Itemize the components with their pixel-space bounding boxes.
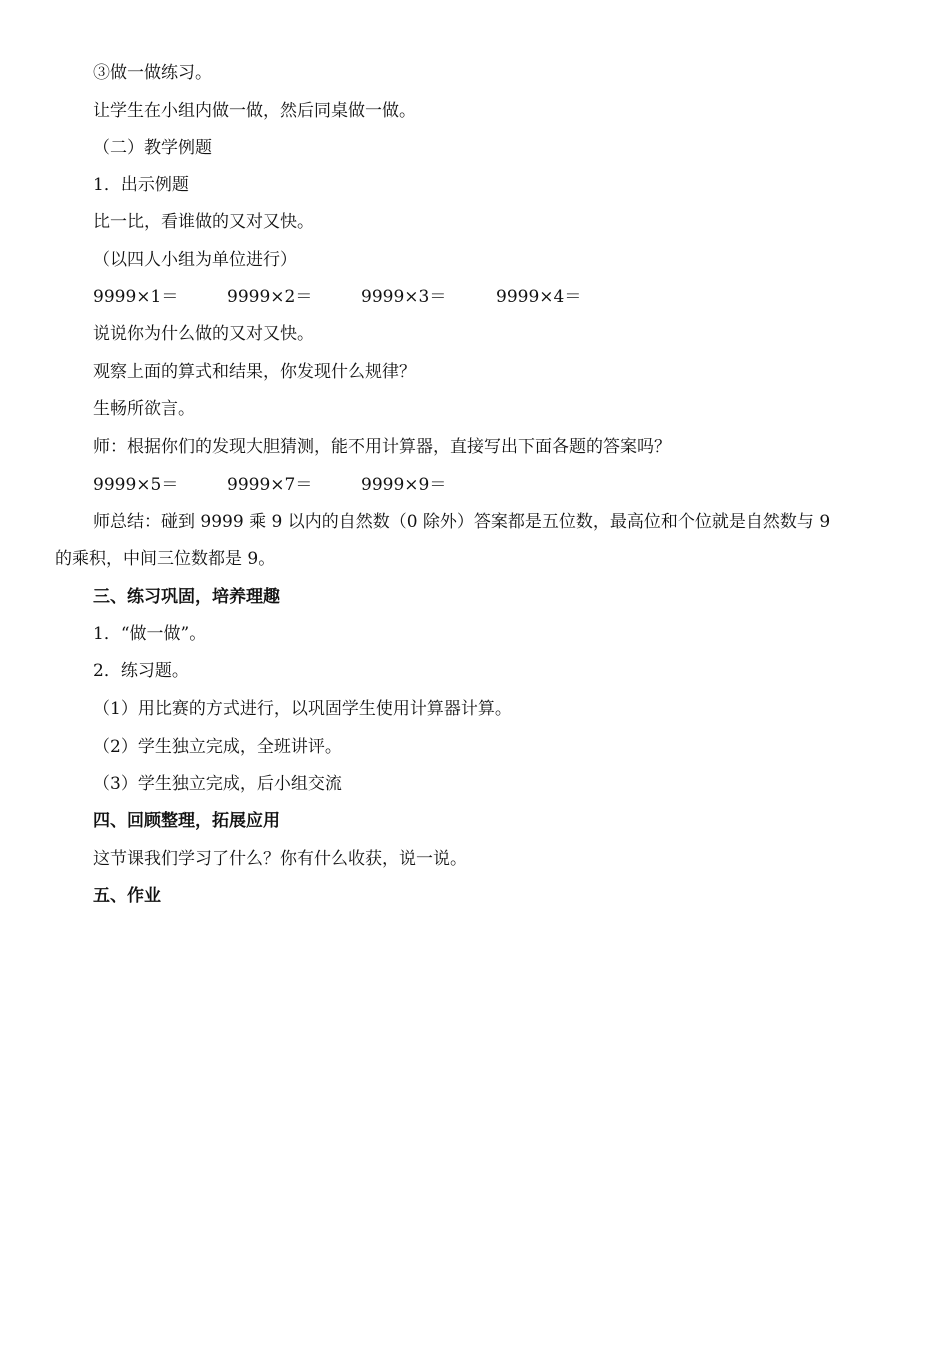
expression: 9999×1＝ (93, 287, 179, 307)
numbered-item: 2．练习题。 (93, 661, 189, 681)
section-heading-4: 四、回顾整理，拓展应用 (93, 811, 280, 831)
numbered-item: 1．出示例题 (93, 175, 189, 195)
paragraph: 这节课我们学习了什么？你有什么收获，说一说。 (93, 849, 467, 869)
paragraph: （以四人小组为单位进行） (93, 250, 297, 270)
expression: 9999×4＝ (496, 287, 582, 307)
expression: 9999×2＝ (227, 287, 313, 307)
expression: 9999×5＝ (93, 475, 179, 495)
paragraph: 让学生在小组内做一做，然后同桌做一做。 (93, 101, 416, 121)
sub-item: （2）学生独立完成，全班讲评。 (93, 737, 342, 757)
summary-paragraph-line-2: 的乘积，中间三位数都是 9。 (55, 549, 276, 569)
paragraph: 说说你为什么做的又对又快。 (93, 324, 314, 344)
paragraph: 生畅所欲言。 (93, 399, 195, 419)
section-heading-5: 五、作业 (93, 886, 161, 906)
expression: 9999×9＝ (361, 475, 447, 495)
paragraph: 比一比，看谁做的又对又快。 (93, 212, 314, 232)
paragraph: 师：根据你们的发现大胆猜测，能不用计算器，直接写出下面各题的答案吗？ (93, 437, 671, 457)
sub-item: （1）用比赛的方式进行，以巩固学生使用计算器计算。 (93, 699, 512, 719)
sub-item: （3）学生独立完成，后小组交流 (93, 774, 342, 794)
paragraph: 观察上面的算式和结果，你发现什么规律？ (93, 362, 416, 382)
subsection-heading: （二）教学例题 (93, 138, 212, 158)
section-heading-3: 三、练习巩固，培养理趣 (93, 587, 280, 607)
expression: 9999×7＝ (227, 475, 313, 495)
numbered-item: 1．“做一做”。 (93, 624, 207, 644)
expression: 9999×3＝ (361, 287, 447, 307)
summary-paragraph-line-1: 师总结：碰到 9999 乘 9 以内的自然数（0 除外）答案都是五位数，最高位和个位就是自然数与 9 (93, 512, 831, 532)
practice-item: ③做一做练习。 (93, 63, 212, 83)
